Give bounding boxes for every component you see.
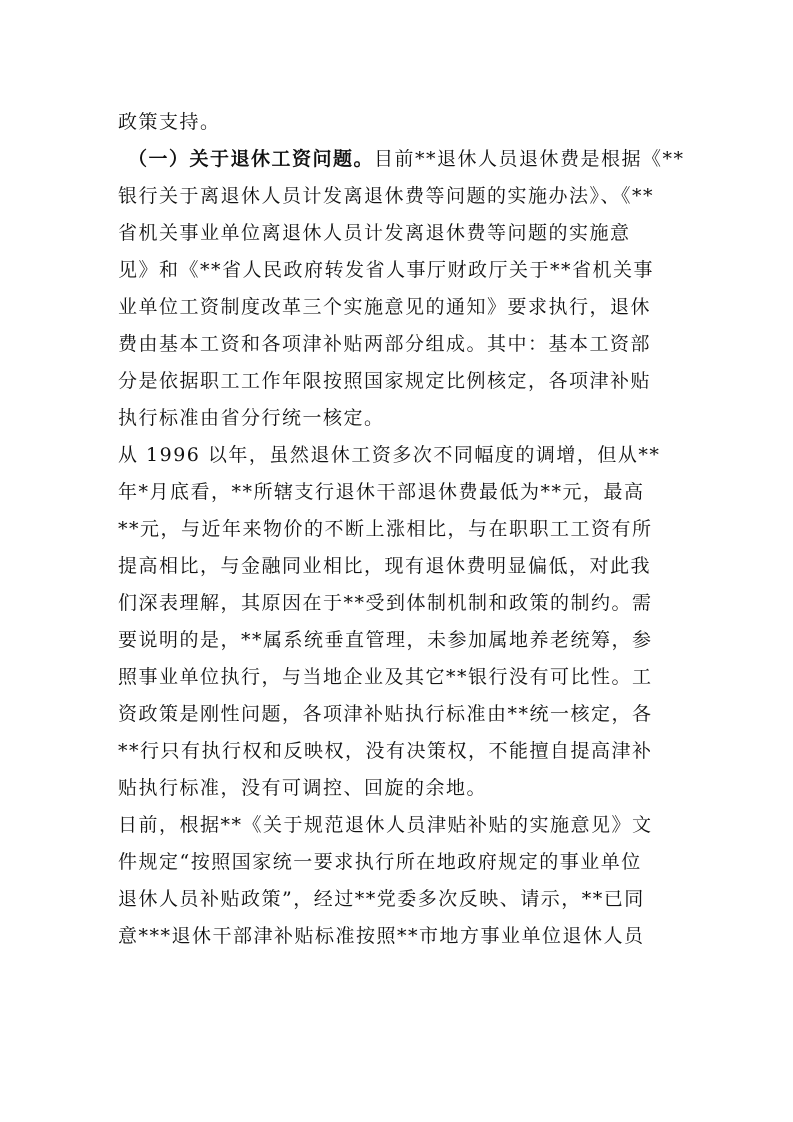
document-body [118,104,685,955]
text-line: 业单位工资制度改革三个实施意见的通知》要求执行，退休 [118,296,652,318]
text-line: 资政策是刚性问题，各项津补贴执行标准由**统一核定，各 [118,703,653,725]
text-line: 件规定“按照国家统一要求执行所在地政府规定的事业单位 [118,851,642,873]
text-line: 要说明的是，**属系统垂直管理，未参加属地养老统筹，参 [118,629,653,651]
text-line: **行只有执行权和反映权，没有决策权，不能擅自提高津补 [118,740,653,762]
text-line: 政策支持。 [118,111,221,133]
text-line: 银行关于离退休人员计发离退休费等问题的实施办法》、《** [118,185,655,207]
text-line: 提高相比，与金融同业相比，现有退休费明显偏低，对此我 [118,555,652,577]
text-line: 贴执行标准，没有可调控、回旋的余地。 [118,777,488,799]
section-heading: （一）关于退休工资问题。 [128,148,375,170]
text-line: 意***退休干部津补贴标准按照**市地方事业单位退休人员 [118,925,645,947]
text-line: 们深表理解，其原因在于**受到体制机制和政策的制约。需 [118,592,653,614]
text-line: **元，与近年来物价的不断上涨相比，与在职职工工资有所 [118,518,653,540]
text-line: 从 1996 以年，虽然退休工资多次不同幅度的调增，但从** [118,444,661,466]
text-line: 省机关事业单位离退休人员计发离退休费等问题的实施意 [118,222,631,244]
text-line: 执行标准由省分行统一核定。 [118,407,385,429]
section-heading-rest: 目前**退休人员退休费是根据《** [374,148,685,170]
text-line: 日前，根据**《关于规范退休人员津贴补贴的实施意见》文 [118,814,653,836]
section-heading-line [118,141,685,178]
text-line: 分是依据职工工作年限按照国家规定比例核定，各项津补贴 [118,370,652,392]
text-line: 照事业单位执行，与当地企业及其它**银行没有可比性。工 [118,666,653,688]
text-line: 退休人员补贴政策”，经过**党委多次反映、请示，**已同 [118,888,645,910]
text-line: 费由基本工资和各项津补贴两部分组成。其中：基本工资部 [118,333,652,355]
text-line: 年*月底看，**所辖支行退休干部退休费最低为**元，最高 [118,481,645,503]
text-line: 见》和《**省人民政府转发省人事厅财政厅关于**省机关事 [118,259,655,281]
